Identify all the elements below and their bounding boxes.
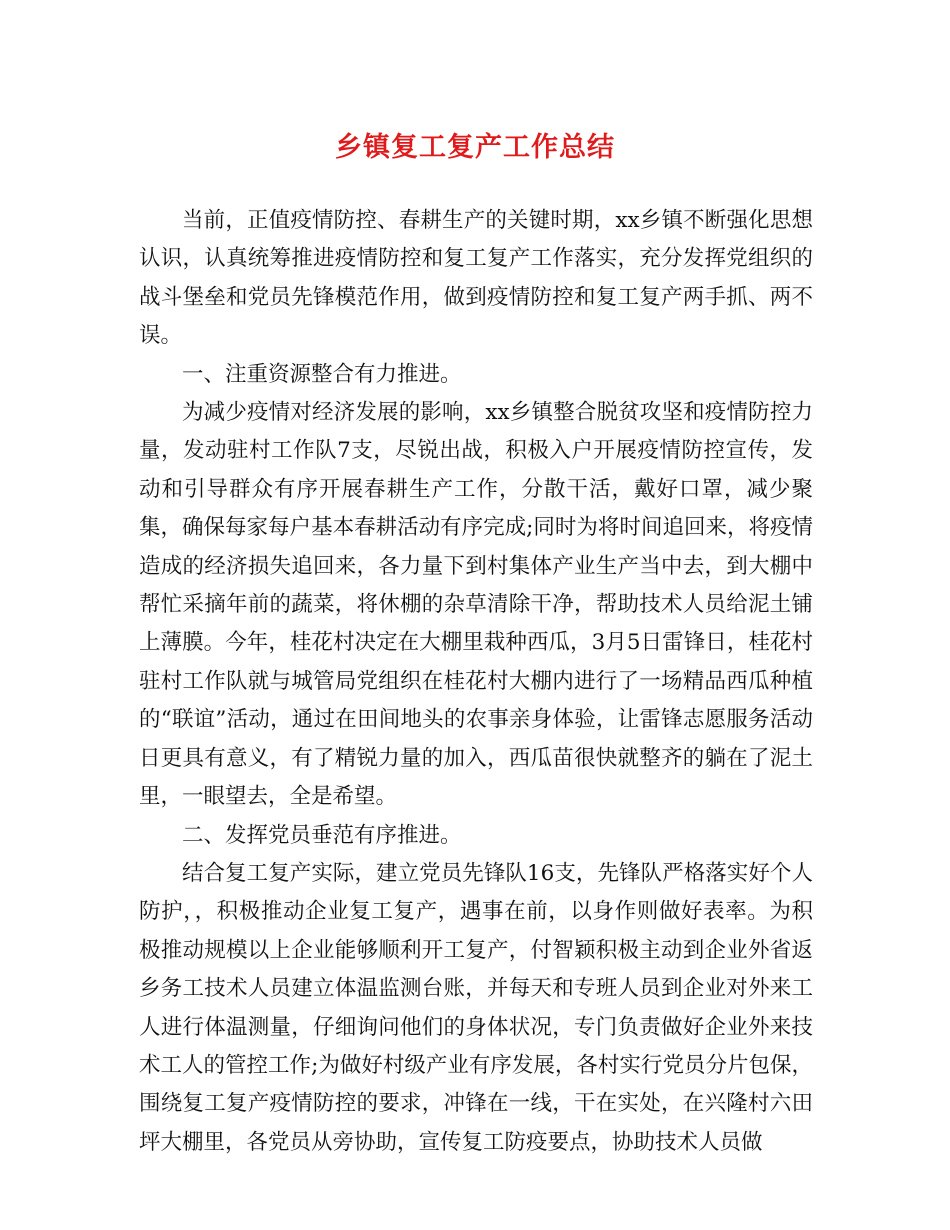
paragraph-section-1: 为减少疫情对经济发展的影响，xx乡镇整合脱贫攻坚和疫情防控力量，发动驻村工作队7支，尽锐出战，积极入户开展疫情防控宣传，发动和引导群众有序开展春耕生产工作，分散干活，戴好口罩，减少聚集，确保每家每户基本春耕活动有序完成;同时为将时间追回来，将疫情造成的经济损失追回来，各力量下到村集体产业生产当中去，到大棚中帮忙采摘年前的蔬菜，将休棚的杂草清除干净，帮助技术人员给泥土铺上薄膜。今年，桂花村决定在大棚里栽种西瓜，3月5日雷锋日，桂花村驻村工作队就与城管局党组织在桂花村大棚内进行了一场精品西瓜种植的“联谊”活动，通过在田间地头的农事亲身体验，让雷锋志愿服务活动日更具有意义，有了精锐力量的加入，西瓜苗很快就整齐的躺在了泥土里，一眼望去，全是希望。 xyxy=(139,400,813,810)
section-heading-1: 一、注重资源整合有力推进。 xyxy=(182,361,462,387)
document-body xyxy=(139,202,813,1162)
paragraph-intro: 当前，正值疫情防控、春耕生产的关键时期，xx乡镇不断强化思想认识，认真统筹推进疫情防控和复工复产工作落实，充分发挥党组织的战斗堡垒和党员先锋模范作用，做到疫情防控和复工复产两手抓、两不误。 xyxy=(139,208,813,349)
document-title: 乡镇复工复产工作总结 xyxy=(335,132,615,163)
paragraph-section-2: 结合复工复产实际，建立党员先锋队16支，先锋队严格落实好个人防护，，积极推动企业复工复产，遇事在前，以身作则做好表率。为积极推动规模以上企业能够顺利开工复产，付智颖积极主动到企业外省返乡务工技术人员建立体温监测台账，并每天和专班人员到企业对外来工人进行体温测量，仔细询问他们的身体状况，专门负责做好企业外来技术工人的管控工作;为做好村级产业有序发展，各村实行党员分片包保，围绕复工复产疫情防控的要求，冲锋在一线，干在实处，在兴隆村六田坪大棚里，各党员从旁协助，宣传复工防疫要点，协助技术人员做 xyxy=(139,860,813,1155)
section-heading-2: 二、发挥党员垂范有序推进。 xyxy=(182,822,462,848)
